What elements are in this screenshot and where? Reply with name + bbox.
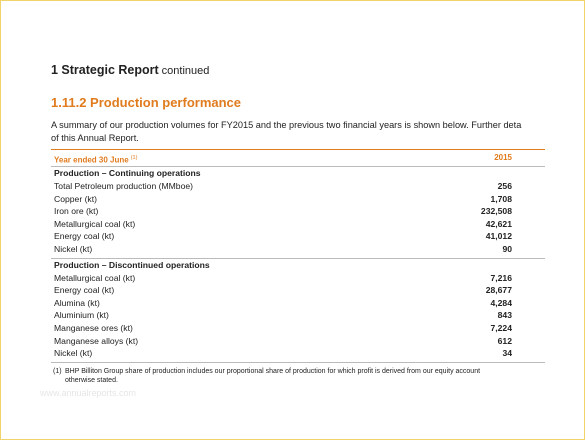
header-title: 1 Strategic Report <box>51 63 159 77</box>
table-header-row <box>51 150 545 166</box>
row-label: Total Petroleum production (MMboe) <box>54 181 193 191</box>
row-label: Energy coal (kt) <box>54 231 115 242</box>
table-row <box>51 309 545 322</box>
production-table <box>51 149 545 363</box>
intro-paragraph <box>51 119 585 144</box>
row-value: 90 <box>502 243 512 254</box>
row-value: 34 <box>502 348 512 359</box>
table-row <box>51 335 545 348</box>
header-continued: continued <box>161 65 210 77</box>
table-row <box>51 297 545 310</box>
table-row <box>51 180 545 193</box>
table-row <box>51 193 545 206</box>
row-label: Manganese ores (kt) <box>54 322 133 333</box>
footnote-mark: (1) <box>53 368 62 375</box>
table-row <box>51 230 545 243</box>
table-row <box>51 205 545 218</box>
row-value: 1,708 <box>490 193 512 204</box>
year-ended-label: Year ended 30 June <box>54 155 129 165</box>
row-value: 232,508 <box>480 206 512 217</box>
row-value: 4,284 <box>490 297 512 308</box>
group-title-discontinued: Production – Discontinued operations <box>54 259 210 270</box>
row-label: Aluminium (kt) <box>54 310 109 321</box>
footnote-line-2: otherwise stated. <box>65 377 118 384</box>
continuing-rows <box>51 180 545 256</box>
row-value: 7,216 <box>490 272 512 283</box>
row-label: Iron ore (kt) <box>54 206 99 217</box>
footnote-line-1 <box>53 367 553 376</box>
row-label: Alumina (kt) <box>54 297 100 308</box>
year-column-header: 2015 <box>494 153 512 162</box>
row-value: 843 <box>497 310 512 321</box>
section-title: 1.11.2 Production performance <box>51 95 242 110</box>
row-label: Copper (kt) <box>54 193 97 204</box>
row-label: Nickel (kt) <box>54 348 93 359</box>
table-row <box>51 272 545 285</box>
row-value: 256 <box>497 181 512 191</box>
row-value: 7,224 <box>490 322 512 333</box>
footnote-ref: (1) <box>130 155 138 161</box>
row-label: Manganese alloys (kt) <box>54 335 139 346</box>
row-label: Metallurgical coal (kt) <box>54 218 136 229</box>
footnote <box>53 367 553 385</box>
watermark: www.annualreports.com <box>40 388 137 398</box>
group-title-continuing: Production – Continuing operations <box>54 168 201 178</box>
footnote-text-1: BHP Billiton Group share of production includes our proportional share of production for which profit is derived from our equity account <box>65 368 481 375</box>
discontinued-rows <box>51 272 545 360</box>
row-value: 42,621 <box>485 218 512 229</box>
table-bottom-rule <box>51 362 545 363</box>
row-value: 28,677 <box>485 285 512 296</box>
row-value: 41,012 <box>485 231 512 242</box>
row-label: Energy coal (kt) <box>54 285 115 296</box>
report-header <box>51 63 209 77</box>
row-label: Nickel (kt) <box>54 243 93 254</box>
table-row <box>51 284 545 297</box>
intro-line-2: of this Annual Report. <box>51 132 139 143</box>
table-row <box>51 243 545 256</box>
intro-line-1: A summary of our production volumes for FY2015 and the previous two financial years is shown below. Further deta <box>51 120 522 130</box>
table-row <box>51 322 545 335</box>
table-header-label <box>54 150 137 166</box>
row-value: 612 <box>497 335 512 346</box>
row-label: Metallurgical coal (kt) <box>54 272 136 283</box>
table-row <box>51 218 545 231</box>
table-row <box>51 347 545 360</box>
